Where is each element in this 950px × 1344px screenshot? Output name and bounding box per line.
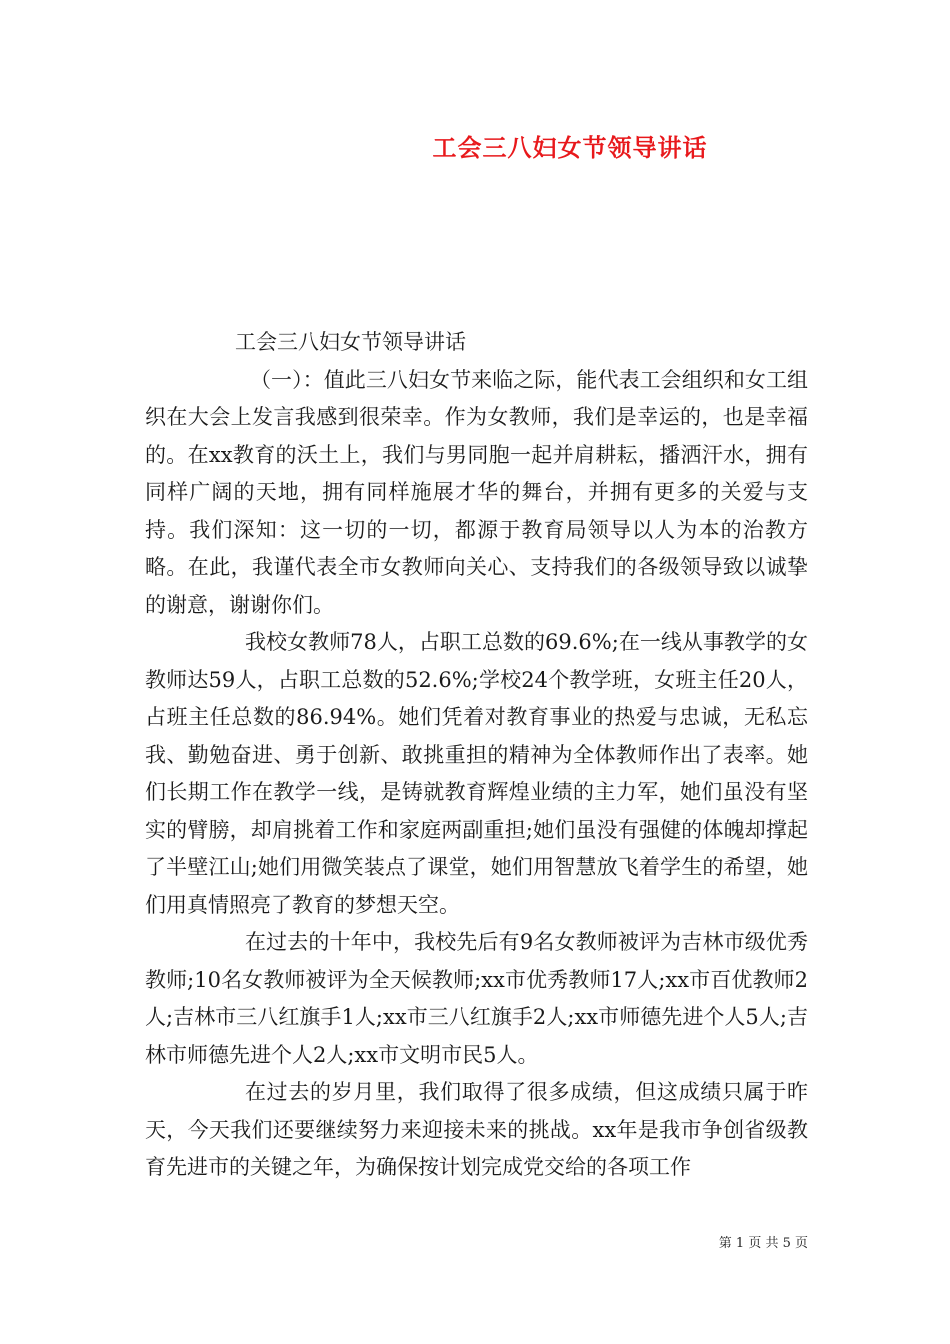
page-number-footer: 第 1 页 共 5 页: [718, 1236, 808, 1251]
document-title: 工会三八妇女节领导讲话: [432, 133, 708, 162]
paragraph-4: 在过去的岁月里，我们取得了很多成绩，但这成绩只属于昨天，今天我们还要继续努力来迎接未来的挑战。xx年是我市争创省级教育先进市的关键之年，为确保按计划完成党交给的各项工作: [145, 1080, 808, 1179]
paragraph-1: （一）：值此三八妇女节来临之际，能代表工会组织和女工组织在大会上发言我感到很荣幸。作为女教师，我们是幸运的，也是幸福的。在xx教育的沃土上，我们与男同胞一起并肩耕耘，播洒汗水，拥有同样广阔的天地，拥有同样施展才华的舞台，并拥有更多的关爱与支持。我们深知：这一切的一切，都源于教育局领导以人为本的治教方略。在此，我谨代表全市女教师向关心、支持我们的各级领导致以诚挚的谢意，谢谢你们。: [145, 367, 808, 617]
paragraph-3: 在过去的十年中，我校先后有9名女教师被评为吉林市级优秀教师;10名女教师被评为全天候教师;xx市优秀教师17人;xx市百优教师2人;吉林市三八红旗手1人;xx市三八红旗手2人;xx市师德先进个人5人;吉林市师德先进个人2人;xx市文明市民5人。: [145, 930, 808, 1067]
document-body: [145, 324, 808, 1187]
paragraph-2: 我校女教师78人，占职工总数的69.6%;在一线从事教学的女教师达59人，占职工总数的52.6%;学校24个教学班，女班主任20人，占班主任总数的86.94%。她们凭着对教育事业的热爱与忠诚，无私忘我、勤勉奋进、勇于创新、敢挑重担的精神为全体教师作出了表率。她们长期工作在教学一线，是铸就教育辉煌业绩的主力军，她们虽没有坚实的臂膀，却肩挑着工作和家庭两副重担;她们虽没有强健的体魄却撑起了半壁江山;她们用微笑装点了课堂，她们用智慧放飞着学生的希望，她们用真情照亮了教育的梦想天空。: [145, 630, 808, 917]
body-heading: 工会三八妇女节领导讲话: [235, 330, 466, 354]
